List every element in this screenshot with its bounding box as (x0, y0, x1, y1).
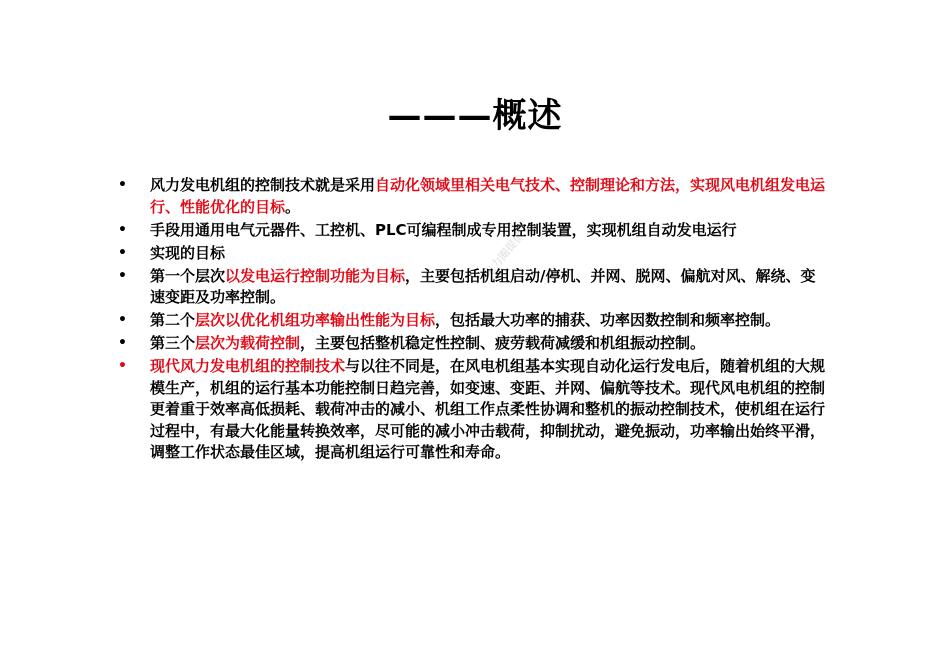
bullet-text-pre: 实现的目标 (150, 243, 226, 262)
bullet-dot-icon: • (118, 335, 127, 351)
bullet-text-highlight: 层次为载荷控制 (195, 334, 301, 352)
bullet-item (118, 175, 830, 218)
bullet-dot-icon: • (118, 221, 127, 238)
bullet-item (118, 220, 830, 242)
bullet-text-highlight: 自动化领域里相关电气技术、控制理论和方法，实现风电机组发电运行、性能优化的目标 (150, 176, 826, 216)
bullet-text-pre: 风力发电机组的控制技术就是采用 (150, 176, 376, 194)
bullet-text-highlight: 以发电运行控制功能为目标 (225, 266, 406, 285)
bullet-dot-icon: • (118, 177, 127, 193)
bullet-text-highlight: 现代风力发电机组的控制技术 (150, 357, 346, 375)
bullet-dot-icon: • (118, 358, 127, 374)
bullet-dot-icon: • (118, 244, 127, 261)
bullet-text-post: ，包括最大功率的捕获、功率因数控制和频率控制。 (435, 311, 781, 329)
slide-title: ———概述 (387, 96, 563, 136)
watermark: 电力圈提供 (481, 229, 527, 280)
bullet-item (118, 310, 830, 332)
bullet-text-post: ，主要包括整机稳定性控制、疲劳载荷减缓和机组振动控制。 (300, 334, 706, 352)
bullet-text-post: ，主要包括机组启动/停机、并网、脱网、偏航对风、解绕、变速变距及功率控制。 (150, 266, 816, 306)
bullet-text-pre: 第二个 (150, 311, 196, 329)
bullet-dot-icon: • (118, 267, 127, 284)
bullet-item (118, 266, 830, 309)
bullet-list (118, 175, 830, 465)
bullet-text-highlight: 层次以优化机组功率输出性能为目标 (195, 311, 436, 329)
bullet-item (118, 356, 830, 464)
bullet-dot-icon: • (118, 312, 127, 328)
bullet-text-pre: 第一个层次 (150, 266, 226, 285)
bullet-text-pre: 手段用通用电气元器件、工控机、PLC可编程制成专用控制装置，实现机组自动发电运行 (150, 220, 737, 239)
bullet-text-post: 。 (285, 197, 301, 216)
bullet-text-pre: 第三个 (150, 334, 196, 352)
bullet-text-post: 与以往不同是，在风电机组基本实现自动化运行发电后，随着机组的大规模生产，机组的运行基本功能控制日趋完善，如变速、变距、并网、偏航等技术。现代风电机组的控制更着重于效率高低损耗、载荷冲击的减小、机组工作点柔性协调和整机的振动控制技术，使机组在运行过程中，有最大化能量转换效率，尽可能的减小冲击载荷，抑制扰动，避免振动，功率输出始终平滑，调整工作状态最佳区域，提高机组运行可靠性和寿命。 (150, 357, 826, 461)
bullet-item (118, 333, 830, 355)
bullet-item (118, 243, 830, 265)
